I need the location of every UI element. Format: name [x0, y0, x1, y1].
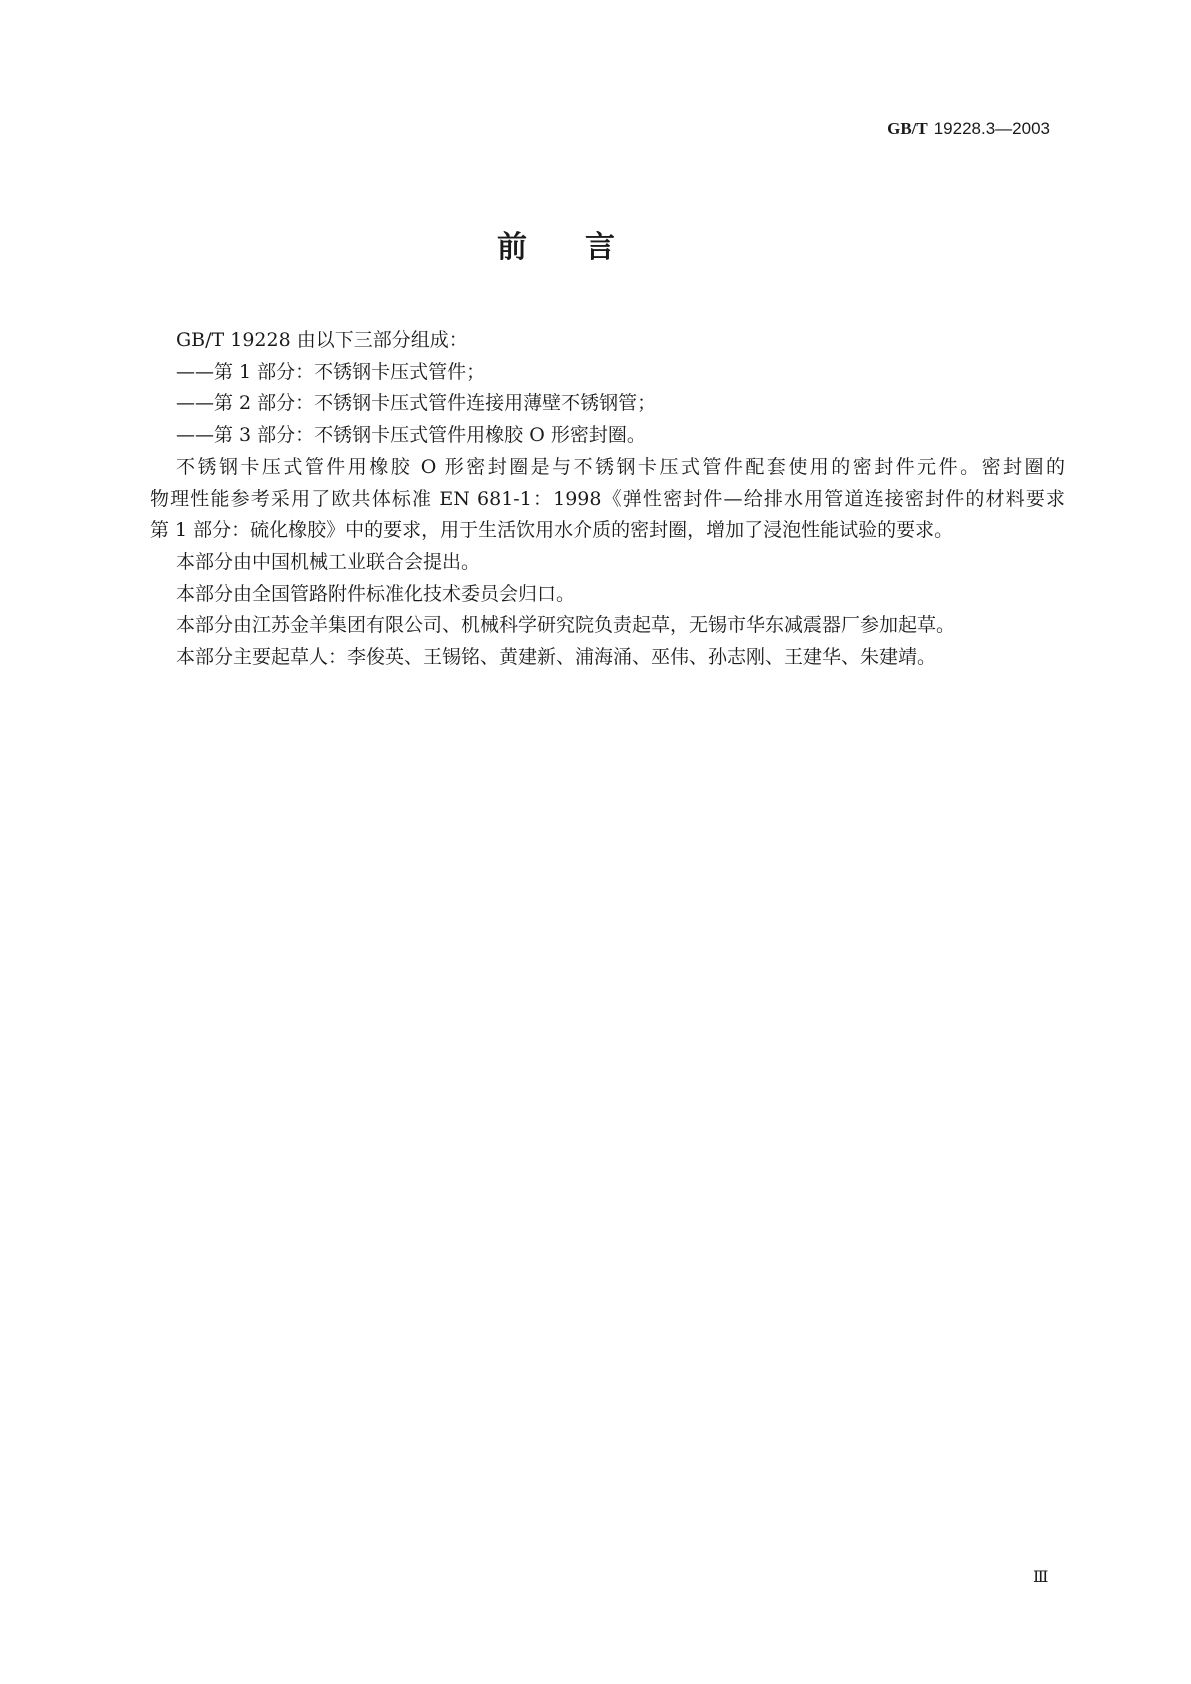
page-number: Ⅲ: [1033, 1567, 1049, 1586]
part-item-3: ——第 3 部分：不锈钢卡压式管件用橡胶 O 形密封圈。: [176, 424, 646, 447]
page-title: 前 言: [497, 230, 629, 265]
materials-paragraph-line-2: 物理性能参考采用了欧共体标准 EN 681-1：1998《弹性密封件—给排水用管道连接密封件的材料要求: [150, 487, 1065, 510]
centralized-statement: 本部分由全国管路附件标准化技术委员会归口。: [176, 582, 576, 605]
drafting-units-statement: 本部分由江苏金羊集团有限公司、机械科学研究院负责起草，无锡市华东减震器厂参加起草。: [176, 614, 956, 637]
standard-code-prefix: GB/T: [887, 119, 928, 138]
drafters-statement: 本部分主要起草人：李俊英、王锡铭、黄建新、浦海涌、巫伟、孙志刚、王建华、朱建靖。: [176, 646, 937, 669]
part-item-2: ——第 2 部分：不锈钢卡压式管件连接用薄壁不锈钢管；: [176, 392, 657, 415]
standard-code-number: 19228.3—2003: [933, 119, 1050, 138]
part-item-1: ——第 1 部分：不锈钢卡压式管件；: [176, 360, 486, 383]
materials-paragraph: [150, 452, 1065, 547]
intro-line: GB/T 19228 由以下三部分组成：: [176, 329, 468, 351]
proposer-statement: 本部分由中国机械工业联合会提出。: [176, 550, 481, 573]
materials-paragraph-line-1: 不锈钢卡压式管件用橡胶 O 形密封圈是与不锈钢卡压式管件配套使用的密封件元件。密封圈的: [176, 455, 1065, 478]
materials-paragraph-line-3: 第 1 部分：硫化橡胶》中的要求，用于生活饮用水介质的密封圈，增加了浸泡性能试验的要求。: [150, 519, 954, 542]
foreword-body: [150, 325, 1065, 674]
standard-code: [887, 118, 1050, 140]
